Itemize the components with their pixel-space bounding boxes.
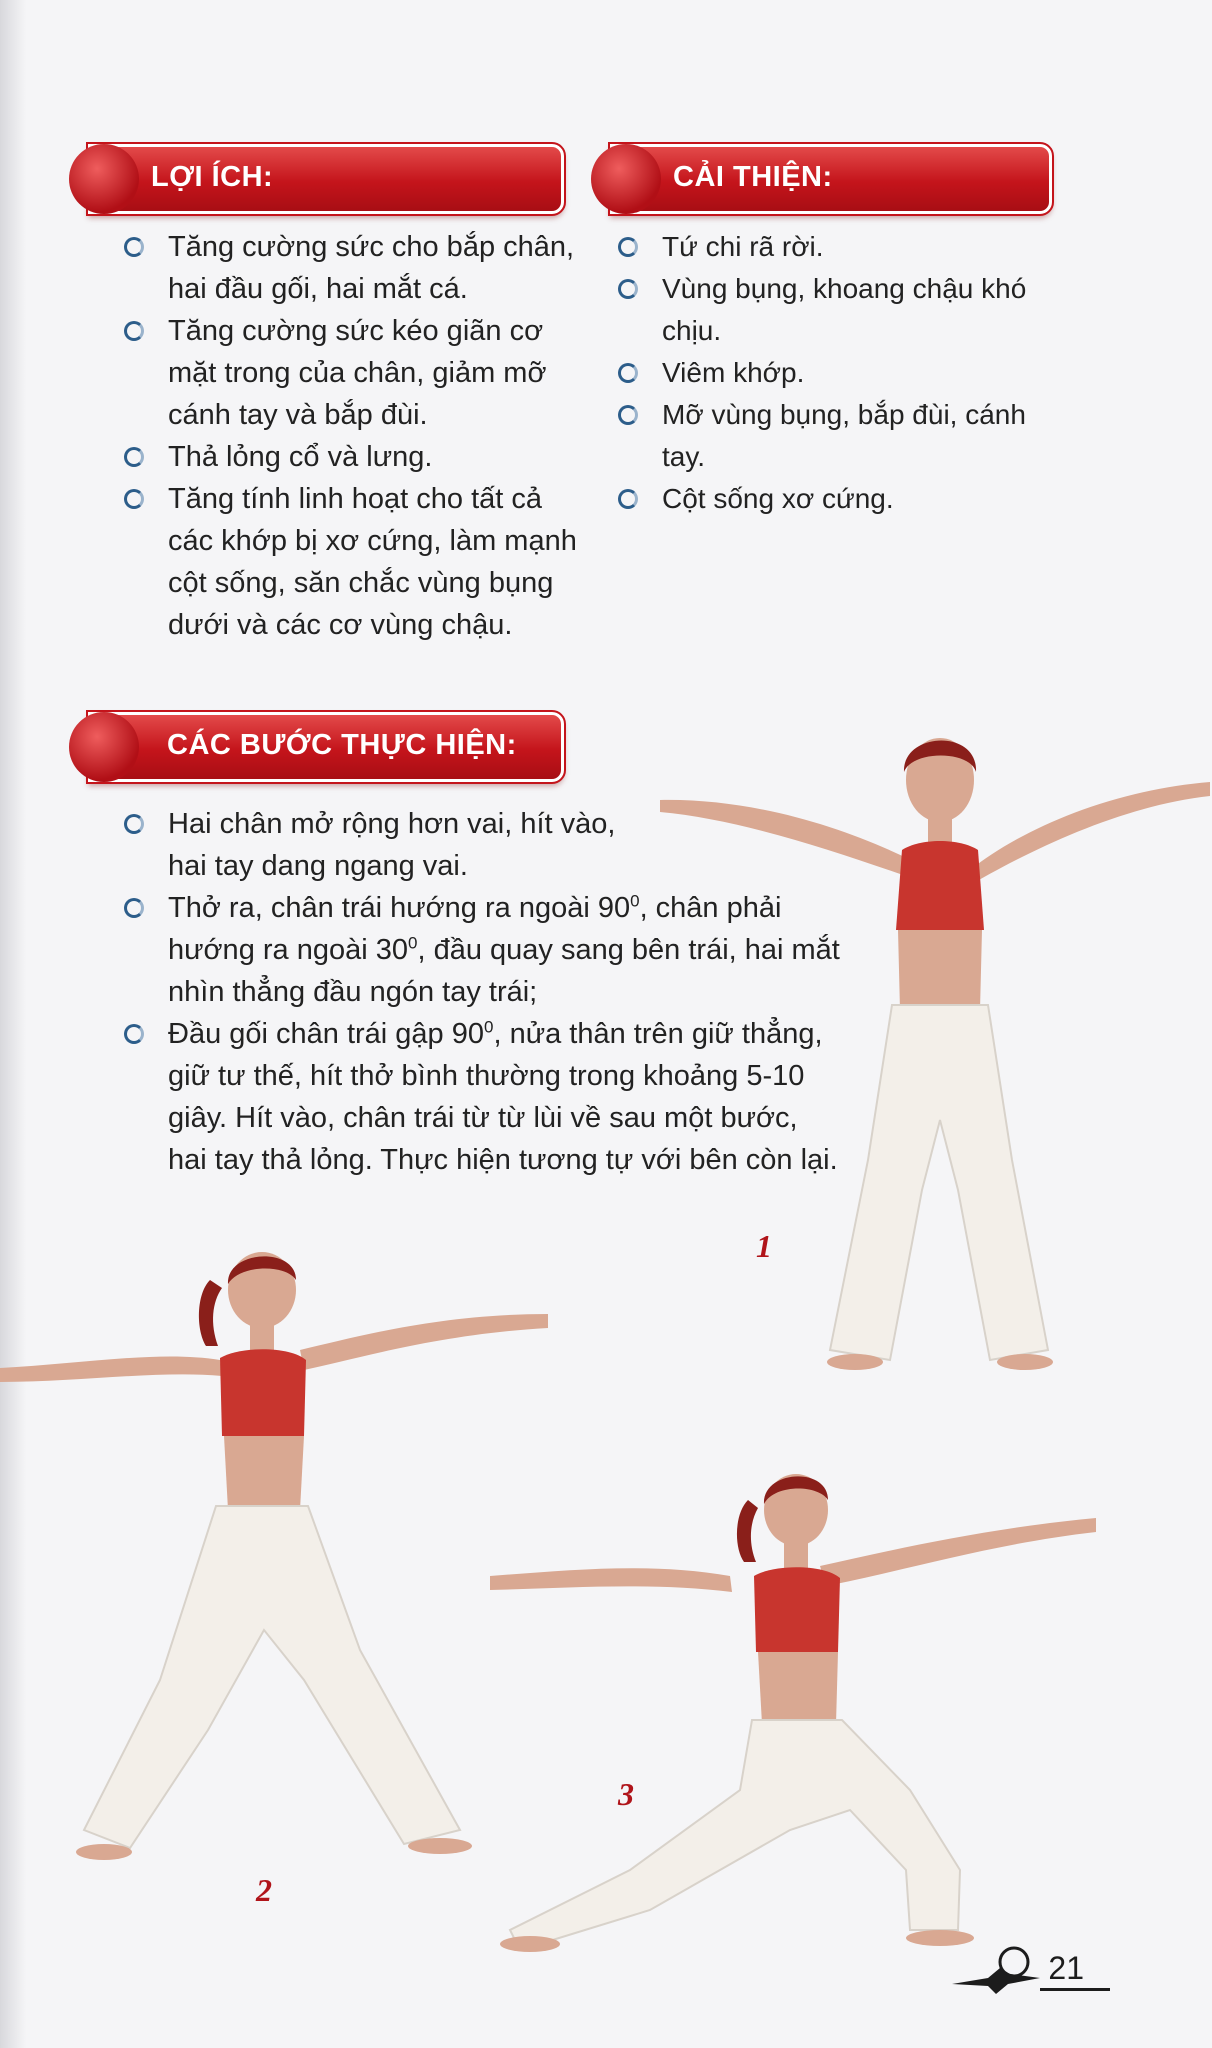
- steps-heading-label: CÁC BƯỚC THỰC HIỆN:: [167, 729, 517, 761]
- bullet-circle-icon: [124, 1024, 144, 1044]
- page-ornament-icon: [948, 1938, 1044, 1998]
- step-item: Hai chân mở rộng hơn vai, hít vào, hai tay dang ngang vai.: [124, 803, 644, 887]
- figure-label-3: 3: [618, 1776, 634, 1812]
- improvements-heading-label: CẢI THIỆN:: [673, 161, 833, 193]
- bullet-circle-icon: [618, 405, 638, 425]
- figure-label-2: 2: [256, 1872, 272, 1908]
- benefit-item: Tăng cường sức kéo giãn cơ mặt trong của chân, giảm mỡ cánh tay và bắp đùi.: [124, 310, 594, 436]
- step-item: Thở ra, chân trái hướng ra ngoài $90^0$, chân phải hướng ra ngoài $30^0$, đầu quay sang bên trái, hai mắt nhìn thẳng đầu ngón tay trái;: [124, 887, 844, 1013]
- improvement-item: Vùng bụng, khoang chậu khó chịu.: [618, 268, 1058, 352]
- pose-1-figure: [640, 720, 1212, 1400]
- benefits-heading: [88, 144, 564, 214]
- pose-3-figure: [490, 1470, 1110, 1990]
- bullet-circle-icon: [124, 447, 144, 467]
- improvement-item: Cột sống xơ cứng.: [618, 478, 1058, 520]
- improvements-list: [618, 226, 1058, 520]
- bullet-circle-icon: [124, 814, 144, 834]
- improvement-item: Tứ chi rã rời.: [618, 226, 1058, 268]
- benefits-heading-label: LỢI ÍCH:: [151, 161, 274, 193]
- bullet-circle-icon: [618, 237, 638, 257]
- bullet-circle-icon: [124, 321, 144, 341]
- improvement-item: Mỡ vùng bụng, bắp đùi, cánh tay.: [618, 394, 1058, 478]
- benefits-list: [124, 226, 594, 646]
- pose-2-figure: [0, 1250, 560, 1890]
- figure-label-1: 1: [756, 1228, 772, 1264]
- bullet-circle-icon: [124, 237, 144, 257]
- benefit-item: Thả lỏng cổ và lưng.: [124, 436, 594, 478]
- bullet-circle-icon: [618, 489, 638, 509]
- step-item: Đầu gối chân trái gập $90^0$, nửa thân trên giữ thẳng, giữ tư thế, hít thở bình thường trong khoảng 5-10 giây. Hít vào, chân trái từ từ lùi về sau một bước, hai tay thả lỏng. Thực hiện tương tự với bên còn lại.: [124, 1013, 844, 1181]
- page-number: 21: [1048, 1950, 1084, 1986]
- bullet-circle-icon: [124, 898, 144, 918]
- benefit-item: Tăng tính linh hoạt cho tất cả các khớp bị xơ cứng, làm mạnh cột sống, săn chắc vùng bụng dưới và các cơ vùng chậu.: [124, 478, 594, 646]
- improvements-heading: [610, 144, 1052, 214]
- bullet-circle-icon: [618, 363, 638, 383]
- page-number-rule: [1040, 1988, 1110, 1991]
- bullet-circle-icon: [124, 489, 144, 509]
- improvement-item: Viêm khớp.: [618, 352, 1058, 394]
- steps-heading: [88, 712, 564, 782]
- bullet-circle-icon: [618, 279, 638, 299]
- benefit-item: Tăng cường sức cho bắp chân, hai đầu gối, hai mắt cá.: [124, 226, 594, 310]
